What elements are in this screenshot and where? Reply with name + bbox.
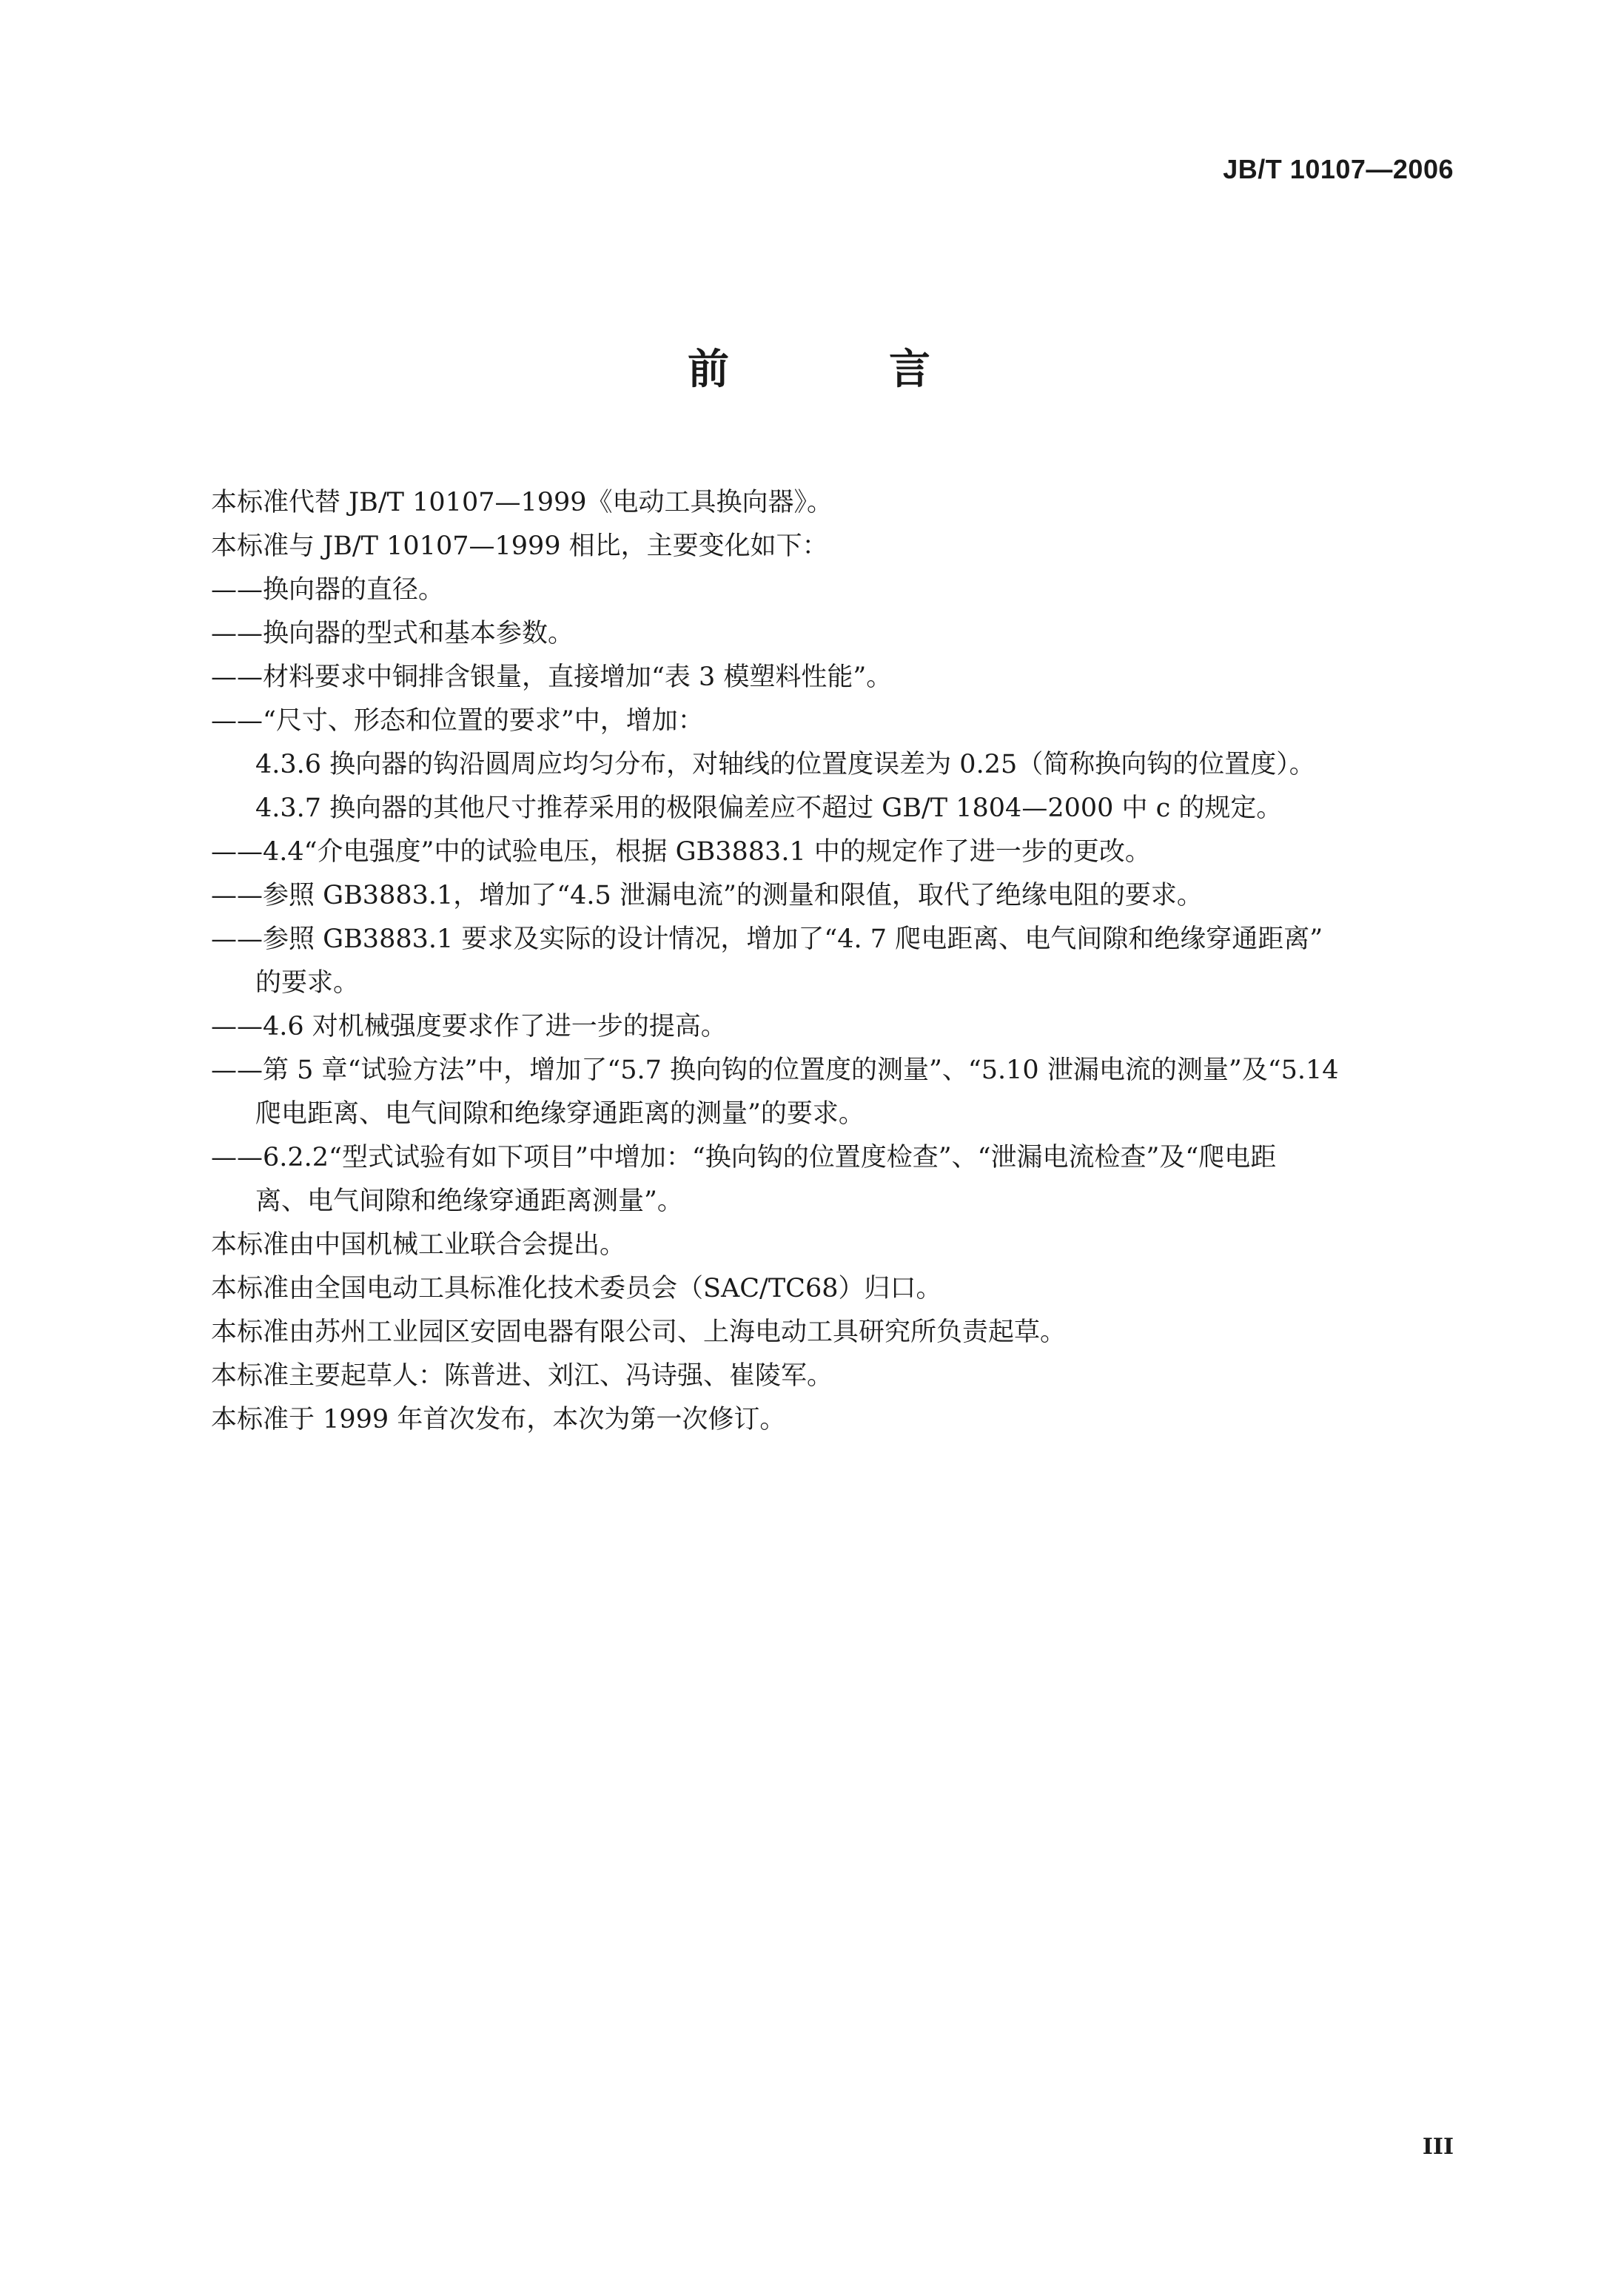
change-item-continuation: 爬电距离、电气间隙和绝缘穿通距离的测量”的要求。 xyxy=(255,1099,865,1129)
change-item-continuation: 离、电气间隙和绝缘穿通距离测量”。 xyxy=(255,1186,683,1216)
clause-item: 4.3.7 换向器的其他尺寸推荐采用的极限偏差应不超过 GB/T 1804—2000 中 c 的规定。 xyxy=(255,793,1283,823)
foreword-line: 本标准代替 JB/T 10107—1999《电动工具换向器》。 xyxy=(211,488,833,517)
change-item: ——“尺寸、形态和位置的要求”中，增加： xyxy=(211,706,704,736)
change-item: ——第 5 章“试验方法”中，增加了“5.7 换向钩的位置度的测量”、“5.10 泄漏电流的测量”及“5.14 xyxy=(211,1055,1339,1085)
page-number: III xyxy=(1422,2134,1454,2160)
change-item: ——换向器的直径。 xyxy=(211,575,445,605)
change-item: ——4.4“介电强度”中的试验电压，根据 GB3883.1 中的规定作了进一步的更改。 xyxy=(211,837,1151,867)
foreword-line: 本标准于 1999 年首次发布，本次为第一次修订。 xyxy=(211,1405,786,1434)
change-item: ——参照 GB3883.1，增加了“4.5 泄漏电流”的测量和限值，取代了绝缘电阻的要求。 xyxy=(211,881,1203,910)
change-item: ——换向器的型式和基本参数。 xyxy=(211,619,574,648)
change-item: ——6.2.2“型式试验有如下项目”中增加：“换向钩的位置度检查”、“泄漏电流检查”及“爬电距 xyxy=(211,1143,1277,1172)
change-item: ——4.6 对机械强度要求作了进一步的提高。 xyxy=(211,1012,727,1041)
foreword-line: 本标准与 JB/T 10107—1999 相比，主要变化如下： xyxy=(211,531,828,561)
foreword-line: 本标准主要起草人：陈普进、刘江、冯诗强、崔陵军。 xyxy=(211,1361,833,1391)
change-item-continuation: 的要求。 xyxy=(255,968,360,998)
foreword-body xyxy=(211,481,1462,1442)
foreword-line: 本标准由全国电动工具标准化技术委员会（SAC/TC68）归口。 xyxy=(211,1274,942,1303)
clause-item: 4.3.6 换向器的钩沿圆周应均匀分布，对轴线的位置度误差为 0.25（简称换向钩的位置度）。 xyxy=(255,750,1315,779)
change-item: ——材料要求中铜排含银量，直接增加“表 3 模塑料性能”。 xyxy=(211,662,893,692)
page-title: 前 言 xyxy=(688,346,990,394)
change-item: ——参照 GB3883.1 要求及实际的设计情况，增加了“4. 7 爬电距离、电气间隙和绝缘穿通距离” xyxy=(211,924,1323,954)
standard-code: JB/T 10107—2006 xyxy=(1223,154,1454,184)
foreword-line: 本标准由苏州工业园区安固电器有限公司、上海电动工具研究所负责起草。 xyxy=(211,1317,1067,1347)
foreword-line: 本标准由中国机械工业联合会提出。 xyxy=(211,1230,626,1260)
